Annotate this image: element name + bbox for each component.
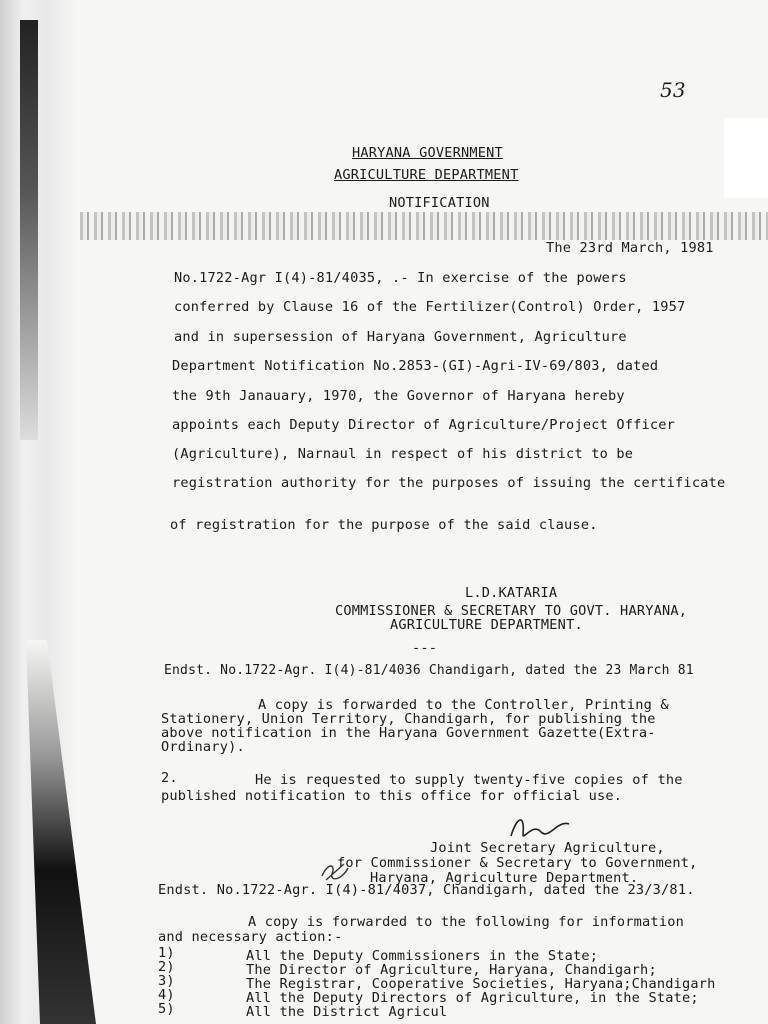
page-number: 53 [660, 78, 686, 102]
endorsement-para-line: Stationery, Union Territory, Chandigarh, for publishing the [161, 711, 656, 727]
joint-secretary-line: Joint Secretary Agriculture, [430, 840, 665, 856]
list-item-number: 1) [158, 945, 175, 961]
notification-line: Department Notification No.2853-(GI)-Agri-IV-69/803, dated [172, 358, 659, 374]
header-department: AGRICULTURE DEPARTMENT [334, 167, 519, 183]
list-item-number: 3) [158, 973, 175, 989]
notification-line: (Agriculture), Narnaul in respect of his district to be [172, 446, 634, 462]
list-item: All the District Agricul [246, 1004, 448, 1020]
signatory-name: L.D.KATARIA [465, 585, 558, 601]
notification-date: The 23rd March, 1981 [546, 240, 714, 256]
separator-dash: --- [412, 640, 438, 656]
header-government: HARYANA GOVERNMENT [352, 145, 503, 161]
notification-line: registration authority for the purposes of issuing the certificate [172, 475, 726, 491]
endorsement-para-line: Ordinary). [161, 739, 245, 755]
notification-line: of registration for the purpose of the said clause. [170, 517, 598, 533]
notification-line: and in supersession of Haryana Government, Agriculture [174, 329, 627, 345]
header-doc-type: NOTIFICATION [389, 195, 490, 211]
scan-artifact-strip [80, 212, 768, 240]
binding-shadow [20, 20, 38, 440]
copy-intro-line: A copy is forwarded to the following for information [248, 914, 684, 930]
endorsement-para-line: A copy is forwarded to the Controller, Printing & [258, 697, 669, 713]
joint-secretary-line: for Commissioner & Secretary to Government, [337, 855, 698, 871]
signatory-department: AGRICULTURE DEPARTMENT. [390, 617, 583, 633]
notification-line: conferred by Clause 16 of the Fertilizer(Control) Order, 1957 [174, 299, 686, 315]
notification-line: the 9th Janauary, 1970, the Governor of Haryana hereby [172, 388, 625, 404]
paragraph-number: 2. [161, 770, 178, 786]
list-item: The Registrar, Cooperative Societies, Haryana;Chandigarh [246, 976, 716, 992]
list-item: All the Deputy Commissioners in the State; [246, 948, 599, 964]
list-item: The Director of Agriculture, Haryana, Chandigarh; [246, 962, 657, 978]
list-item-number: 4) [158, 987, 175, 1003]
list-item: All the Deputy Directors of Agriculture, in the State; [246, 990, 699, 1006]
paper-corner [724, 118, 768, 198]
joint-secretary-line: Haryana, Agriculture Department. [370, 870, 639, 886]
endorsement-ref-1: Endst. No.1722-Agr. I(4)-81/4036 Chandigarh, dated the 23 March 81 [164, 663, 694, 678]
list-item-number: 2) [158, 959, 175, 975]
endorsement-para-line: published notification to this office for official use. [161, 788, 623, 804]
signatory-title: COMMISSIONER & SECRETARY TO GOVT. HARYANA, [335, 603, 688, 619]
list-item-number: 5) [158, 1001, 175, 1017]
endorsement-ref-2: Endst. No.1722-Agr. I(4)-81/4037, Chandigarh, dated the 23/3/81. [158, 882, 695, 898]
notification-line: No.1722-Agr I(4)-81/4035, .- In exercise of the powers [174, 270, 627, 286]
endorsement-para-line: above notification in the Haryana Government Gazette(Extra- [161, 725, 656, 741]
endorsement-para-line: He is requested to supply twenty-five copies of the [255, 772, 683, 788]
notification-line: appoints each Deputy Director of Agriculture/Project Officer [172, 417, 676, 433]
copy-intro-line: and necessary action:- [158, 929, 343, 945]
